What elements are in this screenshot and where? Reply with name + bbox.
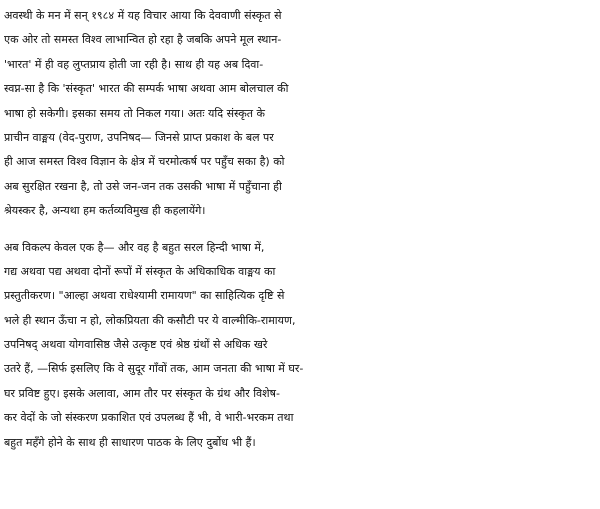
text-line: प्राचीन वाङ्मय (वेद-पुराण, उपनिषद— जिनसे प्राप्त प्रकाश के बल पर [4, 130, 274, 144]
text-line: कर वेदों के जो संस्करण प्रकाशित एवं उपलब्ध हैं भी, वे भारी-भरकम तथा [4, 411, 294, 425]
text-line: एक ओर तो समस्त विश्व लाभान्वित हो रहा है जबकि अपने मूल स्थान- [4, 33, 282, 47]
text-line: बहुत महँगे होने के साथ ही साधारण पाठक के लिए दुर्बोध भी हैं। [4, 435, 256, 449]
text-line: 'भारत' में ही वह लुप्तप्राय होती जा रही है। साथ ही यह अब दिवा- [4, 57, 264, 71]
text-line: भले ही स्थान ऊँचा न हो, लोकप्रियता की कसौटी पर ये वाल्मीकि-रामायण, [4, 313, 296, 327]
text-line: गद्य अथवा पद्य अथवा दोनों रूपों में संस्कृत के अधिकाधिक वाङ्मय का [4, 264, 276, 278]
text-line: ही आज समस्त विश्व विज्ञान के क्षेत्र में चरमोत्कर्ष पर पहुँच सका है) को [4, 155, 285, 169]
text-line: घर प्रविष्ट हुए। इसके अलावा, आम तौर पर संस्कृत के ग्रंथ और विशेष- [4, 386, 280, 400]
text-line: प्रस्तुतीकरण। "आल्हा अथवा राधेश्यामी रामायण" का साहित्यिक दृष्टि से [4, 289, 285, 303]
text-line: उतरे हैं, —सिर्फ इसलिए कि वे सुदूर गाँवों तक, आम जनता की भाषा में घर- [4, 362, 304, 376]
text-line: अब सुरक्षित रखना है, तो उसे जन-जन तक उसकी भाषा में पहुँचाना ही [4, 179, 282, 193]
paragraph-1 [4, 4, 594, 224]
text-line: उपनिषद् अथवा योगवासिष्ठ जैसे उत्कृष्ट एवं श्रेष्ठ ग्रंथों से अधिक खरे [4, 338, 268, 352]
text-line: अवस्थी के मन में सन् १९८४ में यह विचार आया कि देववाणी संस्कृत से [4, 9, 282, 22]
text-line: अब विकल्प केवल एक है— और वह है बहुत सरल हिन्दी भाषा में, [4, 240, 265, 254]
text-line: श्रेयस्कर है, अन्यथा हम कर्तव्यविमुख ही कहलायेंगे। [4, 204, 206, 218]
text-line: भाषा हो सकेगी। इसका समय तो निकल गया। अतः यदि संस्कृत के [4, 106, 265, 120]
text-line: स्वप्न-सा है कि 'संस्कृत' भारत की सम्पर्क भाषा अथवा आम बोलचाल की [4, 82, 289, 96]
paragraph-2 [4, 236, 594, 456]
